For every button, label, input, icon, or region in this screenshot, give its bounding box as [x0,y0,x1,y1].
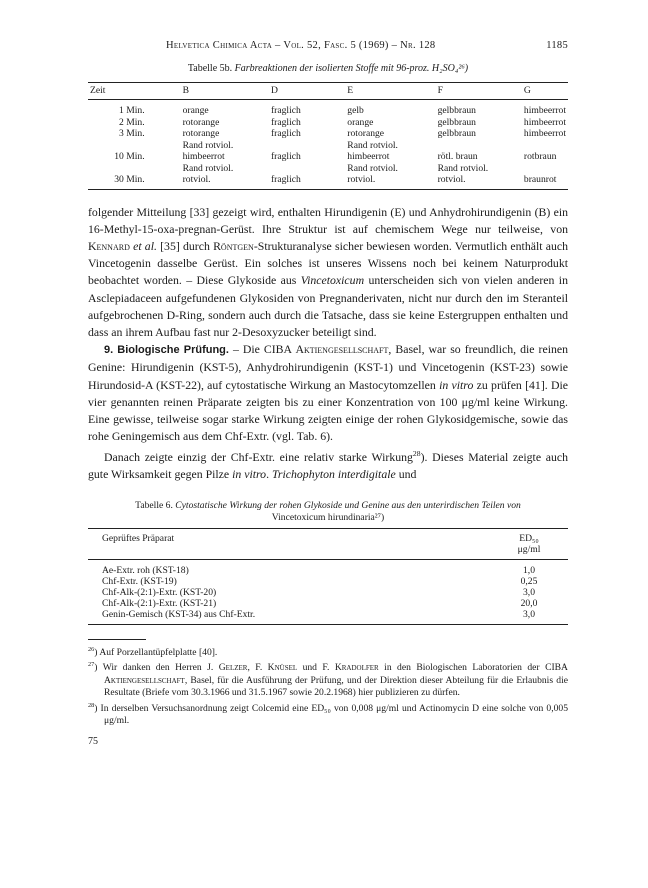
company-name: Aktiengesellschaft [104,674,185,686]
ed50-unit: μg/ml [517,543,541,555]
cell: rotviol. [181,174,269,189]
table-row [88,609,568,624]
footnote-number: 28 [88,701,95,709]
cell: 20,0 [520,598,538,610]
cell: gelbbraun [437,128,476,139]
text-run: Vincetoxicum [300,273,365,288]
text-run: , F. [247,662,268,674]
cell: fraglich [270,116,301,128]
cell: 1,0 [523,564,535,576]
cell [436,140,522,152]
author-name: Gelzer [218,662,248,674]
col-g: G [522,83,568,100]
cell: Chf-Alk-(2:1)-Extr. (KST-20) [102,587,217,599]
table-row [88,174,568,189]
table6-caption [88,500,568,524]
text-run: [35] durch [156,238,214,253]
cell: himbeerrot [523,105,566,116]
cell: 10 Min. [114,151,145,162]
cell: 2 Min. [119,116,145,128]
cell: 0,25 [520,575,538,587]
cell: rotviol. [345,174,435,189]
cell: himbeerrot [523,128,566,139]
text-run: und [395,467,417,482]
col-b: B [181,83,269,100]
cell [88,163,181,175]
author-name: Knüsel [267,662,298,674]
journal-title: Helvetica Chimica Acta – Vol. 52, Fasc. 5 (1969) – Nr. 128 [166,40,436,51]
cell: rotorange [182,128,220,139]
cell: fraglich [270,128,301,139]
cell: himbeerrot [523,116,566,128]
author-name: Kradolfer [334,662,379,674]
ed50-label: ED₅₀ [519,532,539,544]
footnote-text: Auf Porzellantüpfelplatte [40]. [99,646,218,658]
footnote-text: In derselben Versuchsanordnung zeigt Colcemid eine ED₅₀ von 0,008 μg/ml und Actinomycin D eine solche von 0,005 μg/ml. [100,702,569,727]
table-row [88,587,568,598]
cell [522,140,568,152]
table-row [88,163,568,175]
text-run: in den Biologischen Laboratorien der CIBA [378,662,568,674]
cell: himbeerrot [347,151,390,162]
col-e: E [345,83,435,100]
cell: Chf-Extr. (KST-19) [102,575,177,587]
sheet-number: 75 [88,735,98,747]
cell: 3 Min. [119,128,145,139]
cell [88,140,181,152]
cell [269,163,345,175]
table-row [88,128,568,140]
table6-title-line2: Vincetoxicum hirundinaria²⁷) [271,511,385,523]
table-row [88,100,568,117]
cell: gelbbraun [437,116,476,128]
footnote-28: $^{28}$) In derselben Versuchsanordnung zeigt Colcemid eine ED₅₀ von 0,008 μg/ml und Actinomycin D eine solche von 0,005 μg/ml. [88,701,569,727]
author-name: Kennard [88,238,130,253]
cell: gelb [347,105,364,116]
footnote-divider [88,639,146,640]
cell: Chf-Alk-(2:1)-Extr. (KST-21) [102,598,217,610]
table5-color-reactions [88,82,568,190]
cell: fraglich [270,151,301,162]
col-f: F [436,83,522,100]
table5-caption [88,63,568,74]
table5-label: Tabelle 5b. [187,63,233,74]
col-zeit: Zeit [88,83,181,100]
cell: orange [182,105,209,116]
footnote-number: 27 [88,661,95,669]
table6-label: Tabelle 6. [135,499,173,511]
table5-header-row [88,83,568,100]
cell: 30 Min. [88,174,181,189]
cell: fraglich [269,174,345,189]
cell: Rand rotviol. [347,162,398,174]
footnote-26: $^{26}$) Auf Porzellantüpfelplatte [40]. [88,645,218,658]
text-run: und F. [297,662,335,674]
text-run: in vitro [439,377,474,392]
cell: 3,0 [523,587,535,599]
table6-header-row [88,528,568,559]
footnotes [88,644,568,728]
running-header [88,40,568,51]
cell: rotviol. [436,174,522,189]
text-run: unterscheiden sich von vielen anderen in Asclepiadaceen aufgefundenen Glykosiden von Pregnanderivaten, nicht nur durch den im Steranteil aufgebrochenen D-Ring, sondern auch durch die Tatsache, dass sie keine Estergruppen enthalten und dass an ihrem Aufbau fast nur 2-Desoxyzucker beteiligt sind. [88,273,568,339]
cell: rotorange [182,116,220,128]
text-run: folgender Mitteilung [33] gezeigt wird, enthalten Hirundigenin (E) und Anhydrohirundigenin (B) ein 16-Methyl-15-oxa-pregnan-Gerüst. Ihre Struktur ist auf chemischem Wege nur teilweise, von [88,204,568,236]
col-d: D [269,83,345,100]
cell: 1 Min. [119,105,145,116]
cell: rotorange [347,128,385,139]
paragraph-structure [88,204,568,342]
cell: rotbraun [523,151,557,162]
page-number: 1185 [546,40,568,51]
cell: himbeerrot [182,151,225,162]
company-name: Aktiengesellschaft [295,342,389,357]
table6-cytostatic [88,528,568,625]
text-run: Trichophyton interdigitale [271,467,396,482]
paragraph-biological-testing [88,341,568,445]
table-row [88,117,568,129]
table-row [88,559,568,576]
text-run: . [266,467,272,482]
text-run: ). Dieses Material zeigte auch gute Wirksamkeit gegen Pilze [88,450,568,482]
cell: braunrot [522,174,568,189]
cell: fraglich [270,105,301,116]
table6-title: Cytostatische Wirkung der rohen Glykoside und Genine aus den unterirdischen Teilen von [175,499,521,511]
table-row [88,598,568,609]
col-ed50 [494,528,568,559]
section-heading: 9. Biologische Prüfung. [104,344,229,357]
text-run: Danach zeigte einzig der Chf-Extr. eine relativ starke Wirkung [104,450,413,465]
cell: Rand rotviol. [347,139,398,151]
text-run: , Basel, war so freundlich, die reinen Genine: Hirundigenin (KST-5), Anhydrohirundigenin (KST-1) und Vincetogenin (KST-23) sowie Hirundosid-A (KST-22), auf cytostatische Wirkung an Mastocytomzellen [88,342,569,392]
body-text [88,204,568,484]
journal-page [88,40,568,747]
footnote-number: 26 [88,645,95,653]
author-name: Röntgen [213,238,254,253]
text-run: et al. [133,238,157,253]
text-run: , Basel, für die Ausführung der Prüfung, und der Direktion dieser Abteilung für die Erlaubnis die Resultate (Briefe vom 30.3.1966 und 31.5.1967 sowie 20.2.1968) hier publizieren zu dürfen. [104,674,568,699]
text-run: zu prüfen [41]. Die vier genannten reinen Präparate zeigten bis zu einer Konzentration von 100 μg/ml keine Wirkung. Eine gewisse, teilweise sogar starke Wirkung zeigten einige der rohen Glykosidgemische, sowie das rohe Geningemisch aus dem Chf-Extr. (vgl. Tab. 6). [88,377,569,444]
text-run: Wir danken den Herren J. [102,662,219,674]
paragraph-chf-extract [88,445,568,483]
footnote-ref: 28 [412,449,421,459]
cell: gelbbraun [437,105,476,116]
cell [269,140,345,152]
table-row [88,151,568,163]
cell: Rand rotviol. [182,162,234,174]
col-preparation: Geprüftes Präparat [88,528,494,559]
cell: Rand rotviol. [182,139,234,151]
table5-title: Farbreaktionen der isolierten Stoffe mit 96-proz. H₂SO₄²⁶) [234,63,469,74]
cell: Genin-Gemisch (KST-34) aus Chf-Extr. [88,609,494,624]
cell: Rand rotviol. [437,162,489,174]
footnote-27: $^{27}$) Wir danken den Herren J. Gelzer, F. Knüsel und F. Kradolfer in den Biologischen Laboratorien der CIBA Aktiengesellschaft, Basel, für die Ausführung der Prüfung, und der Direktion dieser Abteilung für die Erlaubnis die Resultate (Briefe vom 30.3.1966 und 31.5.1967 sowie 20.2.1968) hier publizieren zu dürfen. [88,661,568,699]
cell: 3,0 [494,609,568,624]
table-row [88,576,568,587]
cell: Ae-Extr. roh (KST-18) [102,564,189,576]
table-row [88,140,568,152]
text-run: in vitro [232,467,267,482]
text-run: – Die CIBA [228,342,296,357]
text-run: -Strukturanalyse sicher bewiesen worden. Vermutlich enthält auch Vincetogenin dasselbe Gerüst. Ein solches ist unseres Wissens noch bei keinem Naturprodukt beobachtet worden. – Diese Glykoside aus [88,238,568,288]
cell: orange [347,116,374,128]
cell [522,163,568,175]
cell: rötl. braun [437,151,478,162]
